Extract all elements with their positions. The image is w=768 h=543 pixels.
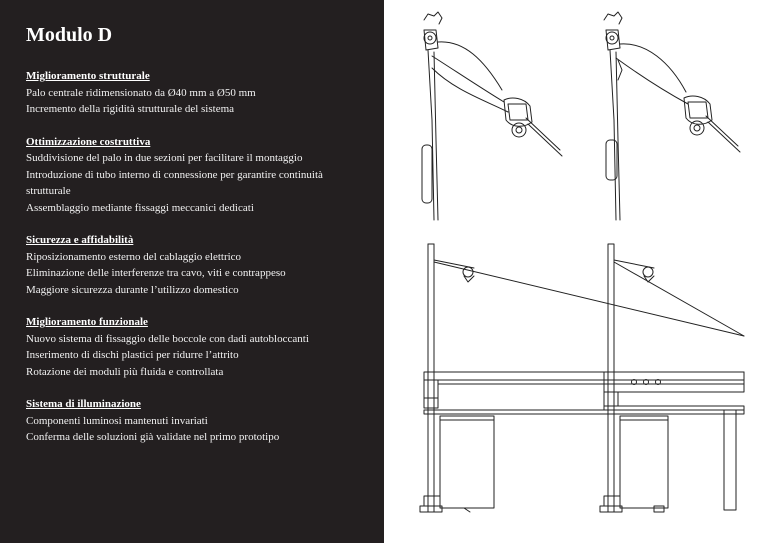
section-line: Incremento della rigidità strutturale del sistema	[26, 103, 235, 115]
section-heading: Miglioramento strutturale	[26, 70, 150, 82]
drawing-detail-a	[422, 12, 562, 220]
section-structural	[26, 68, 364, 118]
section-line: Componenti luminosi mantenuti invariati	[26, 414, 208, 427]
section-line: Conferma delle soluzioni già validate nel primo prototipo	[26, 431, 280, 443]
section-lighting	[26, 396, 364, 446]
section-functional	[26, 314, 364, 380]
drawings-panel	[384, 0, 768, 543]
section-line: Nuovo sistema di fissaggio delle boccole con dadi autobloccanti	[26, 332, 309, 345]
section-line: Introduzione di tubo interno di connessione per garantire continuità	[26, 168, 323, 181]
section-heading: Sistema di illuminazione	[26, 398, 141, 410]
drawing-elevation-b	[600, 244, 744, 512]
section-line: Palo centrale ridimensionato da Ø40 mm a Ø50 mm	[26, 86, 256, 99]
section-construction	[26, 134, 364, 217]
section-heading: Ottimizzazione costruttiva	[26, 135, 151, 148]
section-line: Suddivisione del palo in due sezioni per facilitare il montaggio	[26, 152, 303, 164]
section-line: Rotazione dei moduli più fluida e controllata	[26, 365, 224, 378]
section-line: Eliminazione delle interferenze tra cavo, viti e contrappeso	[26, 267, 286, 279]
section-line: Riposizionamento esterno del cablaggio elettrico	[26, 250, 242, 263]
section-line: Inserimento di dischi plastici per ridurre l’attrito	[26, 349, 239, 361]
technical-drawings	[384, 0, 768, 543]
section-heading: Sicurezza e affidabilità	[26, 234, 134, 246]
section-line: strutturale	[26, 185, 71, 197]
page-title: Modulo D	[26, 24, 113, 46]
drawing-elevation-a	[420, 244, 744, 512]
section-safety	[26, 232, 364, 298]
section-line: Maggiore sicurezza durante l’utilizzo domestico	[26, 283, 239, 296]
section-line: Assemblaggio mediante fissaggi meccanici dedicati	[26, 201, 254, 214]
section-heading: Miglioramento funzionale	[26, 316, 148, 328]
drawing-detail-b	[604, 12, 740, 220]
